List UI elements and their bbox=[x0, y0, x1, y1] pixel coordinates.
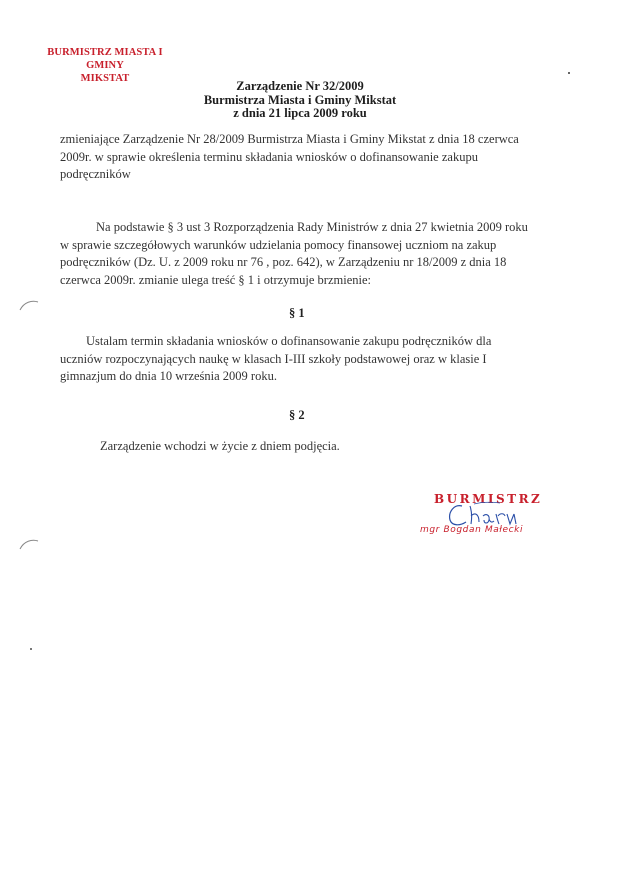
section-2-heading: § 2 bbox=[289, 408, 305, 422]
title-line2: Burmistrza Miasta i Gminy Mikstat bbox=[203, 92, 397, 107]
section-1-paragraph bbox=[60, 333, 560, 386]
punch-hole-mark-upper bbox=[18, 298, 42, 314]
scan-speck bbox=[30, 648, 32, 650]
basis-line: czerwca 2009r. zmianie ulega treść § 1 i otrzymuje brzmienie: bbox=[60, 272, 371, 287]
subject-line: zmieniające Zarządzenie Nr 28/2009 Burmistrza Miasta i Gminy Mikstat z dnia 18 czerwca bbox=[60, 132, 519, 146]
document-title bbox=[150, 80, 450, 121]
legal-basis-paragraph bbox=[60, 219, 560, 289]
basis-line: w sprawie szczegółowych warunków udzielania pomocy finansowej uczniom na zakup bbox=[60, 237, 497, 252]
scan-speck bbox=[568, 72, 570, 74]
title-line1: Zarządzenie Nr 32/2009 bbox=[236, 79, 364, 93]
section-1-line: Ustalam termin składania wniosków o dofinansowanie zakupu podręczników dla bbox=[86, 334, 492, 348]
section-1-line: gimnazjum do dnia 10 września 2009 roku. bbox=[60, 369, 277, 383]
signature-stamp-title: BURMISTRZ bbox=[434, 492, 543, 506]
section-1-line: uczniów rozpoczynających naukę w klasach I-III szkoły podstawowej oraz w klasie I bbox=[60, 351, 487, 366]
issuer-header-line2: MIKSTAT bbox=[80, 73, 130, 84]
subject-line: 2009r. w sprawie określenia terminu składania wniosków o dofinansowanie zakupu bbox=[60, 149, 478, 164]
basis-line: Na podstawie § 3 ust 3 Rozporządzenia Rady Ministrów z dnia 27 kwietnia 2009 roku bbox=[96, 220, 528, 234]
issuer-header-line1: BURMISTRZ MIASTA I GMINY bbox=[47, 47, 163, 71]
punch-hole-mark-lower bbox=[18, 537, 42, 553]
signature-stamp-name: mgr Bogdan Małecki bbox=[420, 525, 524, 535]
subject-paragraph bbox=[60, 131, 550, 184]
basis-line: podręczników (Dz. U. z 2009 roku nr 76 , poz. 642), w Zarządzeniu nr 18/2009 z dnia 18 bbox=[60, 255, 507, 269]
subject-line: podręczników bbox=[60, 167, 131, 181]
title-line3: z dnia 21 lipca 2009 roku bbox=[233, 106, 367, 120]
section-1-heading: § 1 bbox=[289, 306, 305, 320]
section-2-paragraph: Zarządzenie wchodzi w życie z dniem podjęcia. bbox=[100, 439, 340, 453]
signature-stamp bbox=[420, 490, 560, 550]
